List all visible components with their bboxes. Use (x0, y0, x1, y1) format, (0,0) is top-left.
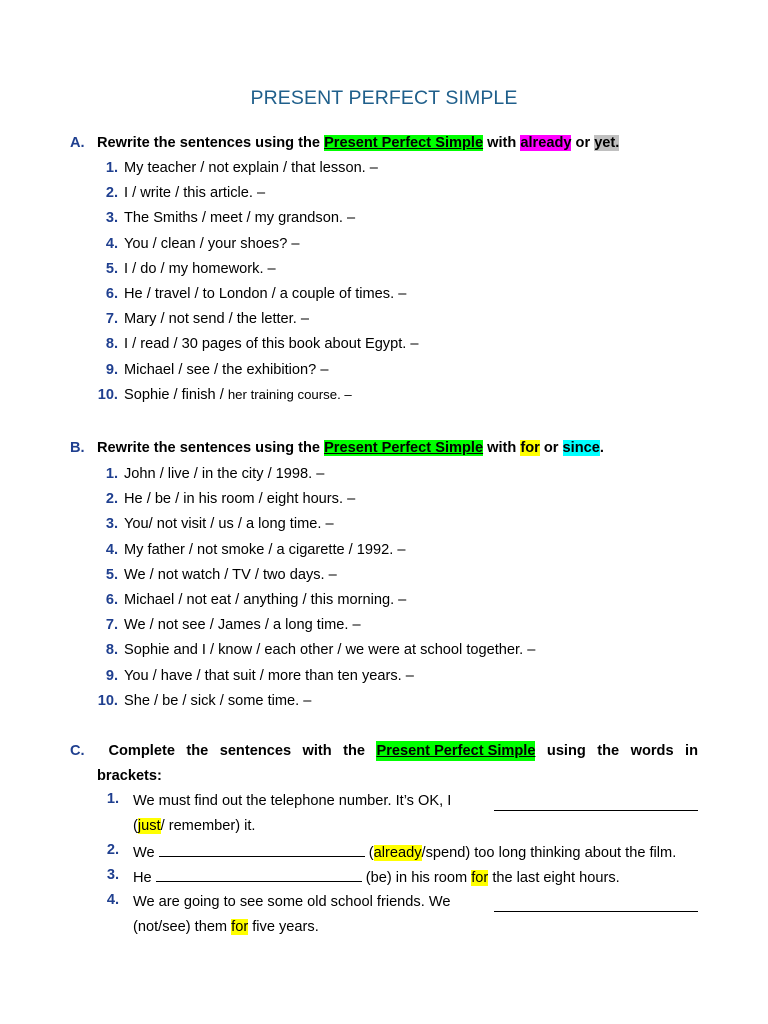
section-b-for: for (520, 440, 540, 456)
c-item-4-text: We are going to see some old school friends. We (133, 894, 451, 910)
item-text (124, 590, 406, 610)
section-c-word: using (546, 743, 586, 759)
item-text-main: She / be / sick / some time. – (124, 692, 312, 709)
item-number: 8. (105, 642, 118, 659)
c-item-1-rest: / remember) it. (160, 818, 256, 834)
item-number: 2. (106, 842, 119, 858)
item-text-main: You / have / that suit / more than ten years. – (124, 667, 414, 684)
section-c-word: the (597, 743, 620, 759)
c-item-3-hl: for (471, 870, 489, 886)
item-number: 5. (105, 566, 118, 583)
section-c-word: the (186, 743, 209, 759)
item-text (124, 234, 300, 254)
item-text-main: My father / not smoke / a cigarette / 1992. – (124, 541, 406, 558)
section-c-heading-line2: brackets: (97, 768, 162, 784)
section-b-since: since (562, 440, 600, 456)
section-b-pre: Rewrite the sentences using the (97, 440, 325, 456)
item-text-main: We / not watch / TV / two days. – (124, 566, 337, 583)
section-b-mid: with (483, 440, 521, 456)
item-number: 5. (105, 260, 118, 277)
section-b-heading (70, 438, 604, 458)
item-text-main: I / do / my homework. – (124, 260, 276, 277)
section-c-word: with (302, 743, 332, 759)
section-b-end: . (599, 440, 604, 456)
c-item-1-hl: just (137, 818, 161, 834)
item-number: 1. (105, 466, 118, 482)
c-item-4-hl: for (231, 919, 249, 935)
answer-blank[interactable] (159, 842, 365, 857)
section-a-already: already (520, 135, 572, 151)
item-text (124, 259, 276, 279)
section-a-letter: A. (70, 135, 85, 151)
answer-blank[interactable] (156, 867, 362, 882)
answer-blank[interactable] (494, 796, 698, 811)
c-item-2-text: We (133, 845, 155, 861)
item-text-main: We / not see / James / a long time. – (124, 617, 361, 634)
item-text-main: Michael / see / the exhibition? – (124, 361, 329, 378)
item-text (124, 514, 334, 534)
section-a-yet: yet. (594, 135, 620, 151)
item-text-main: My teacher / not explain / that lesson. – (124, 160, 378, 176)
item-text-main: He / travel / to London / a couple of times. – (124, 286, 407, 302)
item-number: 1. (106, 791, 119, 807)
item-text (124, 464, 324, 484)
section-c-word: sentences (219, 743, 292, 759)
answer-blank[interactable] (494, 897, 698, 912)
c-item-1-text: We must find out the telephone number. It’s OK, I (133, 793, 452, 809)
c-item-4-rest: five years. (252, 919, 319, 935)
section-c-word: Complete (108, 743, 175, 759)
item-text-main: The Smiths / meet / my grandson. – (124, 210, 356, 227)
section-c-tense: Present Perfect Simple (376, 743, 536, 759)
c-item-2-hl: already (373, 845, 422, 861)
item-text (124, 208, 355, 228)
item-number: 8. (105, 336, 118, 353)
item-text-main: Michael / not eat / anything / this morning. – (124, 592, 407, 608)
c-item-3-text: He (133, 870, 152, 886)
item-text-main: You/ not visit / us / a long time. – (124, 516, 334, 533)
item-number: 10. (97, 692, 118, 709)
item-text-main: You / clean / your shoes? – (124, 235, 300, 252)
item-text-main: I / write / this article. – (124, 185, 266, 202)
item-number: 3. (105, 210, 118, 227)
c-item-4-mid: (not/see) them (133, 919, 228, 935)
item-text (124, 183, 265, 203)
item-text (124, 691, 311, 711)
c-item-1-line1 (133, 791, 698, 811)
item-number: 3. (106, 867, 119, 883)
item-text (124, 284, 406, 304)
section-c-word: words (630, 743, 674, 759)
section-a-pre: Rewrite the sentences using the (97, 135, 325, 151)
item-number: 9. (105, 361, 118, 378)
item-number: 3. (105, 516, 118, 533)
item-text (124, 565, 337, 585)
c-item-4-line1 (133, 892, 698, 912)
section-c-heading (70, 741, 698, 761)
item-text (124, 360, 328, 380)
item-text (124, 309, 309, 329)
item-number: 10. (97, 386, 118, 403)
item-text-main: Sophie and I / know / each other / we were at school together. – (124, 642, 536, 659)
item-text (124, 489, 355, 509)
c-item-3-rest: the last eight hours. (492, 870, 620, 886)
item-number: 7. (105, 617, 118, 634)
page-title: PRESENT PERFECT SIMPLE (250, 87, 518, 109)
item-number: 4. (105, 541, 118, 558)
item-text-main: I / read / 30 pages of this book about Egypt. – (124, 336, 419, 353)
item-text (124, 158, 378, 178)
c-item-1-open: ( (133, 818, 138, 834)
item-text (124, 640, 535, 660)
item-text (124, 666, 414, 686)
item-text-main: Sophie / finish / (124, 386, 228, 403)
item-number: 1. (105, 160, 118, 176)
section-c-letter: C. (70, 743, 85, 759)
c-item-3 (133, 867, 620, 888)
item-number: 2. (105, 491, 118, 508)
section-a-or: or (571, 135, 595, 151)
section-a-mid: with (483, 135, 521, 151)
section-b-or: or (539, 440, 563, 456)
c-item-2-open: ( (368, 845, 374, 861)
item-text-main: John / live / in the city / 1998. – (124, 466, 325, 482)
c-item-2-rest: /spend) too long thinking about the film. (421, 845, 677, 861)
item-text (124, 385, 352, 405)
item-text (124, 540, 405, 560)
section-a-tense: Present Perfect Simple (324, 135, 484, 151)
c-item-2 (133, 842, 676, 863)
section-a-heading (70, 133, 619, 153)
c-item-1-line2 (133, 816, 255, 836)
c-item-4-line2 (133, 917, 319, 937)
item-text (124, 334, 419, 354)
section-b-letter: B. (70, 440, 85, 456)
section-b-tense: Present Perfect Simple (324, 440, 484, 456)
item-number: 2. (105, 185, 118, 202)
item-text-main: He / be / in his room / eight hours. – (124, 491, 356, 508)
item-text-tail: her training course. – (227, 386, 352, 402)
item-number: 9. (105, 667, 118, 684)
item-number: 6. (105, 286, 118, 302)
item-number: 7. (105, 311, 118, 328)
item-number: 4. (105, 235, 118, 252)
c-item-3-mid: (be) in his room (365, 870, 468, 886)
item-number: 6. (105, 592, 118, 608)
item-text (124, 615, 361, 635)
item-text-main: Mary / not send / the letter. – (124, 311, 309, 328)
section-c-word: in (685, 743, 698, 759)
item-number: 4. (106, 892, 119, 908)
section-c-word: the (343, 743, 366, 759)
